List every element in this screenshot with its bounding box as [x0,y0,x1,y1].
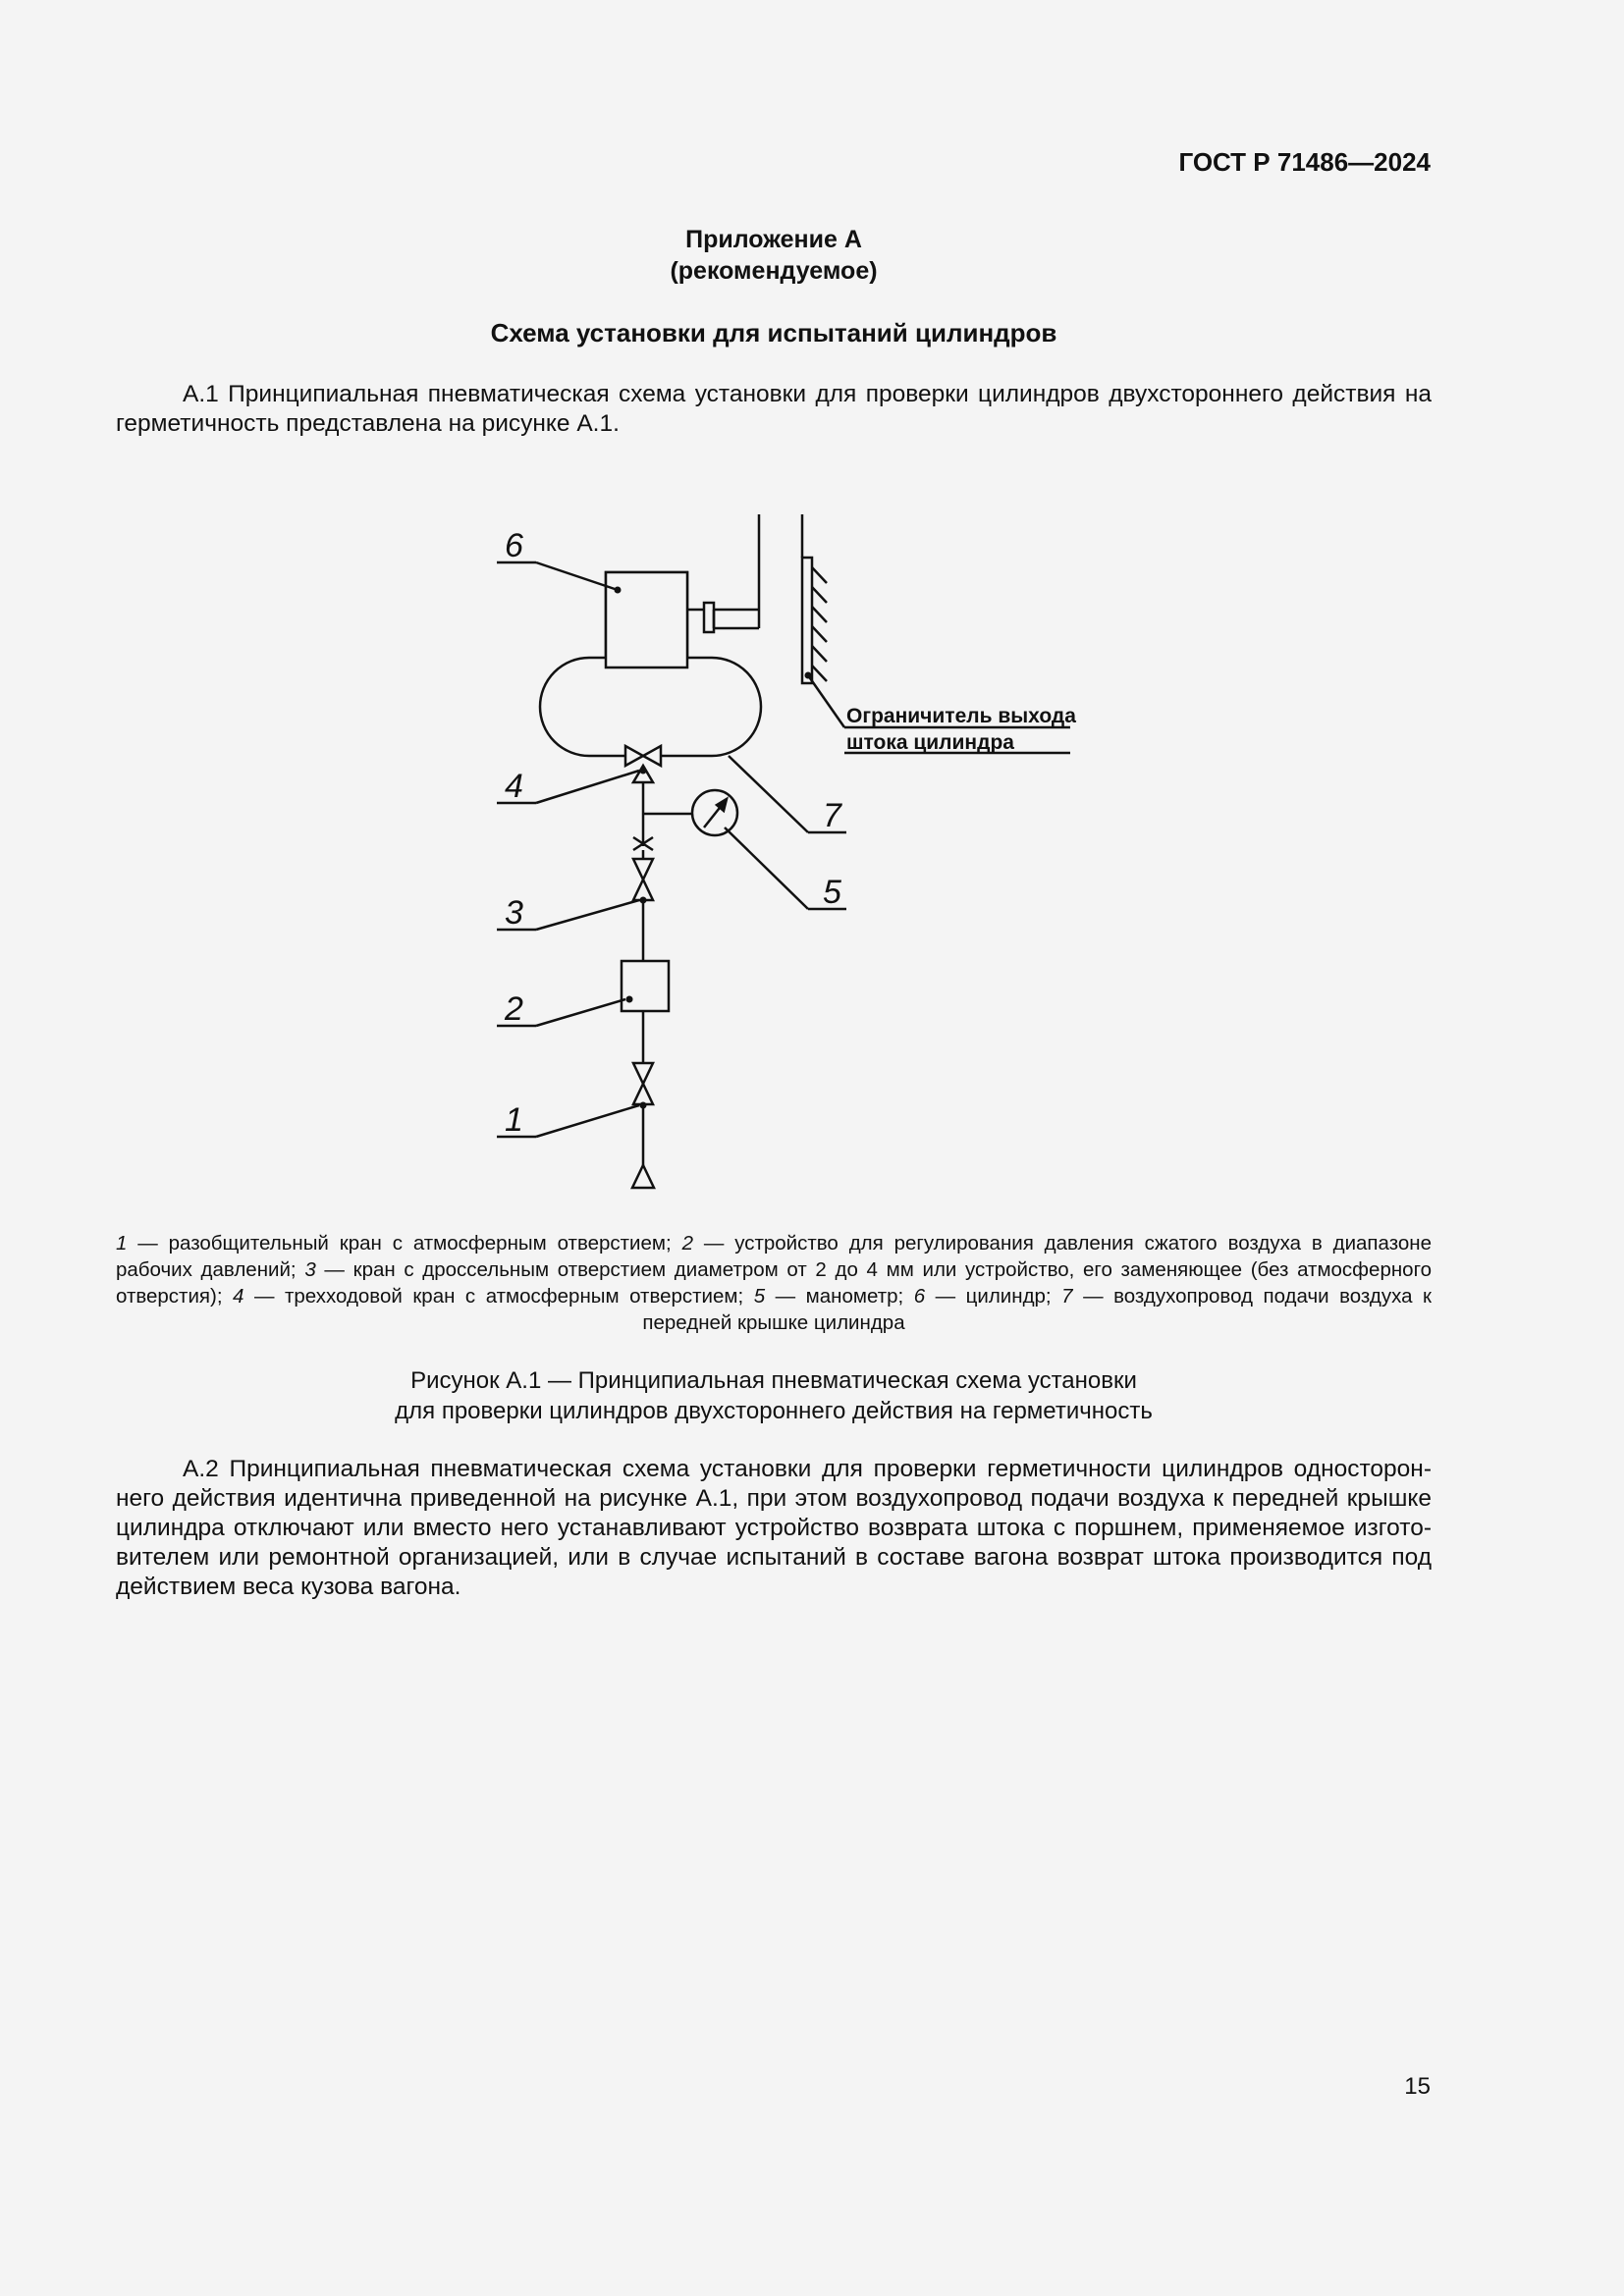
document-code: ГОСТ Р 71486—2024 [1178,147,1431,177]
appendix-title: Приложение А [685,226,862,253]
paragraph-a2 [116,1455,1432,1602]
limiter-note-line1: Ограничитель выхода [846,705,1076,727]
legend-item-text: устройство для регулирования давления сжатого воздуха в диапазоне рабочих давлений; [116,1232,1432,1281]
figure-caption-line1: Рисунок А.1 — Принципиальная пневматическая схема установки [410,1367,1137,1394]
limiter-note-line2: штока цилиндра [846,731,1014,754]
legend-dash: — [1083,1285,1104,1308]
rod-limiter [802,558,812,683]
legend-item-number: 7 [1061,1285,1073,1308]
legend-item-text: манометр; [805,1285,904,1308]
legend-item-text: разобщительный кран с атмосферным отверстием; [168,1232,672,1255]
diagram-label-5: 5 [823,874,841,911]
legend-item-text: кран с дроссельным отверстием диаметром от 2 до 4 мм или устройство, его заменяющее (без атмосферного отверстия); [116,1258,1433,1308]
legend-item-text: трехходовой кран с атмосферным отверстием; [284,1285,744,1308]
paragraph-a2-text: А.2 Принципиальная пневматическая схема установки для проверки герметичности цилиндров одностороннего действия идентична приведенной на рисунке А.1, при этом воздухопровод подачи воздуха к передней крышке цилиндра отключают или вместо него устанавливают устройство возврата штока с поршнем, применяемое изготовителем или ремонтной организацией, или в случае испытаний в составе вагона возврат штока производится под действием веса кузова вагона. [116,1456,1432,1600]
regulator-2 [622,961,669,1011]
diagram-label-3: 3 [505,894,523,932]
legend-item-number: 5 [753,1285,766,1308]
legend-item-number: 1 [116,1232,128,1255]
legend-dash: — [935,1285,956,1308]
legend-dash: — [253,1285,275,1308]
paragraph-a1-text: А.1 Принципиальная пневматическая схема установки для проверки цилиндров двухстороннего действия на герметичность представлена на рисунке А.1. [116,381,1432,437]
legend-dash: — [775,1285,796,1308]
legend-item-number: 6 [913,1285,926,1308]
legend-item-number: 2 [681,1232,693,1255]
legend-item-text: воздухопровод подачи воздуха к передней крышке цилиндра [642,1285,1432,1334]
appendix-subtitle: (рекомендуемое) [670,257,878,285]
legend-item-number: 4 [233,1285,244,1308]
section-title: Схема установки для испытаний цилиндров [490,318,1057,347]
figure-legend [116,1230,1432,1336]
diagram-label-2: 2 [505,990,523,1028]
diagram-label-4: 4 [505,768,523,805]
legend-dash: — [703,1232,725,1255]
diagram-label-6: 6 [505,527,523,564]
air-reservoir [540,658,761,756]
figure-caption-line2: для проверки цилиндров двухстороннего действия на герметичность [395,1398,1153,1424]
diagram-label-7: 7 [823,797,841,834]
legend-item-text: цилиндр; [965,1285,1052,1308]
legend-item-number: 3 [304,1258,316,1281]
legend-dash: — [137,1232,158,1255]
page-number: 15 [1404,2073,1431,2100]
diagram-label-1: 1 [505,1101,523,1139]
legend-dash: — [324,1258,345,1281]
